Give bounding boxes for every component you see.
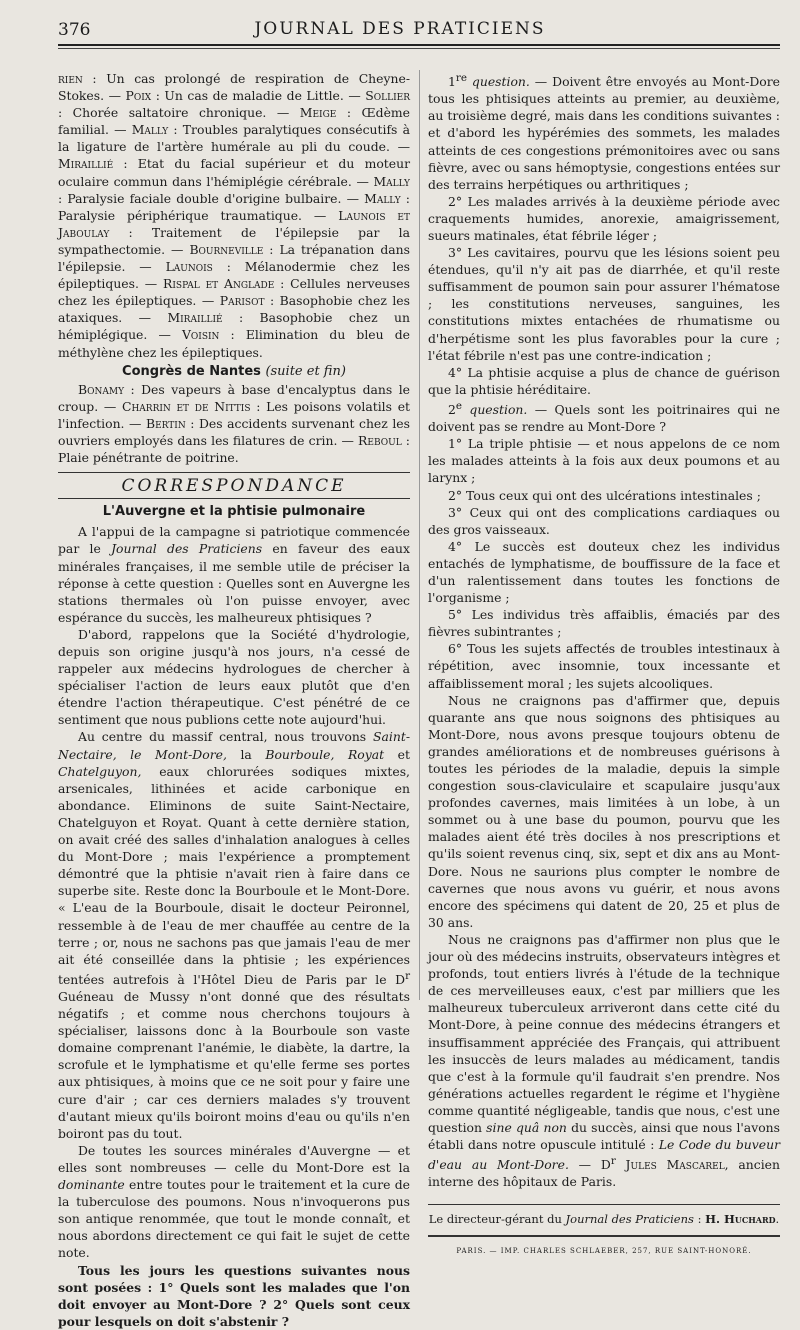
list-item: 2° Les malades arrivés à la deuxième période avec craquements humides, anorexie, amaigrissement, sueurs matinales, état fébrile léger ;: [428, 193, 780, 243]
list-item: 6° Tous les sujets affectés de troubles intestinaux à répétition, avec insomnie, toux incessante et affaiblissement moral ; les sujets alcooliques.: [428, 641, 780, 691]
list-item: 3° Ceux qui ont des complications cardiaques ou des gros vaisseaux.: [428, 504, 780, 537]
congres-paragraph: Bonamy : Des vapeurs à base d'encalyptus dans le croup. — Charrin et de Nittis : Les poisons volatils et l'infection. — Bertin : Des accidents survenant chez les ouvriers employés dans les filatures de crin. — Reboul : Plaie pénétrante de poitrine.: [58, 381, 411, 466]
column-divider: [419, 70, 420, 1000]
header-rule-thin: [58, 48, 780, 49]
question-two-paragraph: 2e question. — Quels sont les poitrinaires qui ne doivent pas se rendre au Mont-Dore ?: [428, 399, 780, 435]
footer-rule-thick: [428, 1235, 780, 1237]
running-title: JOURNAL DES PRATICIENS: [254, 19, 546, 39]
footer-rule: [428, 1204, 780, 1205]
article-paragraph: D'abord, rappelons que la Société d'hydrologie, depuis son origine jusqu'à nos jours, n'a cessé de rappeler aux médecins hydrologues de chercher à spécialiser l'action de leurs eaux plutôt que d'en étendre l'action thérapeutique. C'est pénétré de ce sentiment que nous publions cette note aujourd'hui.: [58, 626, 410, 728]
article-paragraph: Nous ne craignons pas d'affirmer que, depuis quarante ans que nous soignons des phtisiques au Mont-Dore, nous avons presque toujours obtenu de grandes améliorations et de nombreuses guérisons à toutes les périodes de la maladie, depuis la simple congestion sous-claviculaire et scapulaire jusqu'aux profondes cavernes, mais limitées à un lobe, à un sommet ou à une base du poumon, pourvu que les malades aient été très dociles à nos prescriptions et qu'ils soient revenus cinq, six, sept et dix ans au Mont-Dore. Nous ne saurions plus compter le nombre de cavernes que nous avons vu guérir, et nous avons encore des spécimens qui datent de 20, 25 et plus de 30 ans.: [428, 692, 780, 930]
list-item: 1° La triple phtisie — et nous appelons de ce nom les malades atteints à la fois aux deux poumons et au larynx ;: [428, 436, 780, 486]
left-column: [58, 70, 410, 1330]
list-item: 4° Le succès est douteux chez les individus entachés de lymphatisme, de bouffissure de la face et d'un ralentissement dans toutes les fonctions de l'organisme ;: [428, 538, 780, 606]
neurology-abstracts-paragraph: rien : Un cas prolongé de respiration de Cheyne-Stokes. — Poix : Un cas de maladie de Little. — Sollier : Chorée saltatoire chronique. — Meige : Œdème familial. — Mally : Troubles paralytiques consécutifs à la ligature de l'artère humérale au pli du coude. — Miraillié : Etat du facial supérieur et du moteur oculaire commun dans l'hémiplégie cérébrale. — Mally : Paralysie faciale double d'origine bulbaire. — Mally : Paralysie périphérique traumatique. — Launois et Jaboulay : Traitement de l'épilepsie par la sympathectomie. — Bourneville : La trépanation dans l'épilepsie. — Launois : Mélanodermie chez les épileptiques. — Rispal et Anglade : Cellules nerveuses chez les épileptiques. — Parisot : Basophobie chez les ataxiques. — Miraillié : Basophobie chez un hémiplégique. — Voisin : Elimination du bleu de méthylène chez les épileptiques.: [58, 71, 411, 360]
question-one-paragraph: 1re question. — Doivent être envoyés au Mont-Dore tous les phtisiques atteints au premier, au deuxième, au troisième degré, mais dans les conditions suivantes : et d'abord les hypérémies des sommets, les malades atteints de ces congestions prémonitoires avec ou sans fièvre, avec ou sans hémoptysie, congestions entées sur des terrains herpétiques ou arthritiques ;: [428, 72, 780, 192]
list-item: 3° Les cavitaires, pourvu que les lésions soient peu étendues, qu'il n'y ait pas de diarrhée, et qu'il reste suffisamment de poumon sain pour assurer l'hématose ; les constitutions nerveuses, sanguines, les constitutions mixtes entachées de rhumatisme ou d'herpétisme sont les plus favorables pour la cure ; l'état fébrile n'est pas une contre-indication ;: [428, 245, 780, 363]
printer-imprint: PARIS. — IMP. CHARLES SCHLAEBER, 257, RUE SAINT-HONORÉ.: [456, 1246, 752, 1255]
article-paragraph: A l'appui de la campagne si patriotique commencée par le Journal des Praticiens en faveur des eaux minérales françaises, il me semble utile de préciser la réponse à cette question : Quelles sont en Auvergne les stations thermales où l'on puisse envoyer, avec espérance du succès, les malheureux phtisiques ?: [58, 524, 411, 625]
list-item: 5° Les individus très affaiblis, émaciés par des fièvres subintrantes ;: [428, 607, 780, 640]
right-column: [428, 70, 780, 1260]
article-paragraph: De toutes les sources minérales d'Auvergne — et elles sont nombreuses — celle du Mont-Dore est la dominante entre toutes pour le traitement et la cure de la tuberculose des poumons. Nous n'invoquerons pus son antique renommée, que tout le monde connaît, et nous abordons directement ce qui fait le sujet de cette note.: [58, 1142, 410, 1261]
correspondance-banner: [58, 472, 410, 499]
article-paragraph: Tous les jours les questions suivantes nous sont posées : 1° Quels sont les malades que l'on doit envoyer au Mont-Dore ? 2° Quels sont ceux pour lesquels on doit s'abstenir ?: [58, 1262, 410, 1329]
article-paragraph: Au centre du massif central, nous trouvons Saint-Nectaire, le Mont-Dore, la Bourboule, Royat et Chatelguyon, eaux chlorurées sodiques mixtes, arsenicales, lithinées et acide carbonique en abondance. Eliminons de suite Saint-Nectaire, Chatelguyon et Royat. Quant à cette dernière station, on avait créé des salles d'inhalation analogues à celles du Mont-Dore ; mais l'expérience a promptement démontré que la phtisie n'avait rien à faire dans ce superbe site. Reste donc la Bourboule et le Mont-Dore. « L'eau de la Bourboule, disait le docteur Peironnel, ressemble à de l'eau de mer chauffée au centre de la terre ; or, nous ne sachons pas que jamais l'eau de mer ait été conseillée dans la phtisie ; les expériences tentées autrefois à l'Hôtel Dieu de Paris par le $D^r$ Guéneau de Mussy n'ont donné que des résultats négatifs ; et comme nous cherchons toujours à spécialiser, laissons donc à la Bourboule son vaste domaine comprenant l'anémie, le diabète, la dartre, la scrofule et le lymphatisme et qu'elle ferme ses portes aux phtisiques, à moins que ce ne soit pour y faire une cure d'air ; car ces derniers malades s'y trouvent d'autant mieux qu'ils boiront moins d'eau ou qu'ils n'en boiront pas du tout.: [58, 729, 410, 1141]
article-title: L'Auvergne et la phtisie pulmonaire: [102, 504, 366, 520]
list-item: 2° Tous ceux qui ont des ulcérations intestinales ;: [448, 487, 761, 503]
congres-heading: Congrès de Nantes (suite et fin): [122, 363, 346, 379]
list-item: 4° La phtisie acquise a plus de chance de guérison que la phtisie héréditaire.: [428, 364, 780, 397]
page-number: 376: [58, 20, 91, 40]
directeur-gerant-line: Le directeur-gérant du Journal des Praticiens : H. Huchard.: [428, 1212, 780, 1227]
correspondance-title: CORRESPONDANCE: [121, 476, 347, 497]
article-paragraph: Nous ne craignons pas d'affirmer non plus que le jour où des médecins instruits, observateurs intègres et profonds, tout entiers livrés à l'étude de la technique de ces merveilleuses eaux, c'est par milliers que les malheureux tuberculeux arriveront dans cette cité du Mont-Dore, à peine connue des médecins étrangers et insuffisamment appréciée des Français, qui attribuent les insuccès de leurs malades au médicament, tandis que c'est à la formule qu'il faudrait s'en prendre. Nos générations actuelles regardent le régime et l'hygiène comme quantité négligeable, tandis que nous, c'est une question sine quâ non du succès, ainsi que nous l'avons établi dans notre opuscule intitulé : Le Code du buveur d'eau au Mont-Dore. — $D^r$ Jules Mascarel, ancien interne des hôpitaux de Paris.: [428, 931, 780, 1190]
header-rule: [58, 44, 780, 46]
